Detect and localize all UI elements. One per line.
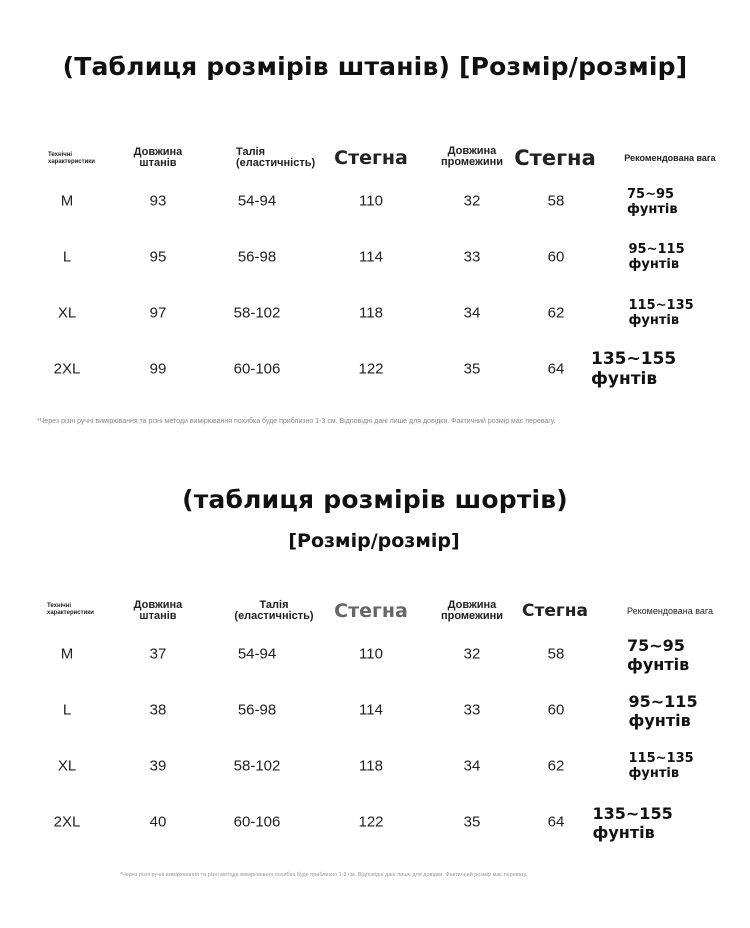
shorts-inseam-l: 33: [463, 701, 481, 719]
pants-hips-l: 114: [359, 248, 383, 266]
header-spec: Технічні характеристики: [47, 603, 94, 616]
shorts-hips-l: 114: [359, 701, 383, 719]
shorts-weight-2xl: 135~155 фунтів: [592, 804, 673, 842]
shorts-size-xl: XL: [57, 757, 77, 775]
shorts-weight-l: 95~115 фунтів: [628, 692, 698, 730]
header-waist: Талія (еластичність): [236, 146, 316, 169]
shorts-length-xl: 39: [149, 757, 167, 775]
pants-weight-m: 75~95 фунтів: [627, 187, 678, 217]
shorts-inseam-xl: 34: [463, 757, 481, 775]
pants-hips-2xl: 122: [358, 360, 384, 378]
pants-inseam-l: 33: [463, 248, 481, 266]
pants-waist-2xl: 60-106: [233, 360, 281, 378]
pants-inseam-2xl: 35: [463, 360, 481, 378]
header-spec: Технічні характеристики: [48, 152, 95, 165]
shorts-size-m: M: [60, 645, 74, 663]
header-weight: Рекомендована вага: [626, 606, 713, 616]
shorts-size-2xl: 2XL: [53, 813, 81, 831]
pants-hips-xl: 118: [359, 304, 383, 322]
shorts-thigh-xl: 62: [547, 757, 565, 775]
pants-weight-l: 95~115 фунтів: [628, 242, 685, 272]
header-inseam: Довжина промежини: [440, 599, 503, 622]
pants-weight-xl: 115~135 фунтів: [628, 298, 694, 328]
header-hips: Стегна: [334, 600, 408, 622]
header-weight: Рекомендована вага: [624, 153, 716, 163]
pants-length-2xl: 99: [149, 360, 167, 378]
pants-inseam-xl: 34: [463, 304, 481, 322]
pants-inseam-m: 32: [463, 192, 481, 210]
pants-thigh-2xl: 64: [547, 360, 565, 378]
shorts-length-l: 38: [149, 701, 167, 719]
shorts-hips-m: 110: [359, 645, 383, 663]
shorts-length-m: 37: [149, 645, 167, 663]
shorts-weight-xl: 115~135 фунтів: [628, 751, 694, 781]
pants-waist-m: 54-94: [237, 192, 277, 210]
header-thigh: Стегна: [522, 601, 588, 621]
shorts-waist-xl: 58-102: [233, 757, 281, 775]
pants-size-2xl: 2XL: [53, 360, 81, 378]
shorts-hips-xl: 118: [359, 757, 383, 775]
shorts-waist-2xl: 60-106: [233, 813, 281, 831]
shorts-note: *Через різні ручні вимірювання та різні методи вимірювання похибка буде приблизно 1-3 см. Відповідні дані лише для довідки. Фактичний розмір має перевагу.: [120, 872, 528, 878]
header-length: Довжина штанів: [133, 599, 183, 622]
pants-thigh-xl: 62: [547, 304, 565, 322]
header-waist: Талія (еластичність): [234, 599, 314, 622]
pants-length-l: 95: [149, 248, 167, 266]
header-inseam: Довжина промежини: [440, 145, 503, 168]
shorts-thigh-l: 60: [547, 701, 565, 719]
pants-size-xl: XL: [57, 304, 77, 322]
pants-thigh-l: 60: [547, 248, 565, 266]
shorts-waist-l: 56-98: [237, 701, 277, 719]
shorts-thigh-2xl: 64: [547, 813, 565, 831]
shorts-waist-m: 54-94: [237, 645, 277, 663]
pants-size-m: M: [60, 192, 74, 210]
shorts-hips-2xl: 122: [358, 813, 384, 831]
shorts-length-2xl: 40: [149, 813, 167, 831]
header-thigh: Стегна: [514, 146, 596, 170]
shorts-inseam-2xl: 35: [463, 813, 481, 831]
shorts-inseam-m: 32: [463, 645, 481, 663]
header-hips: Стегна: [334, 147, 408, 169]
pants-size-l: L: [62, 248, 72, 266]
pants-length-m: 93: [149, 192, 167, 210]
pants-waist-l: 56-98: [237, 248, 277, 266]
shorts-size-l: L: [62, 701, 72, 719]
shorts-subtitle: [Розмір/розмір]: [288, 530, 460, 552]
pants-waist-xl: 58-102: [233, 304, 281, 322]
pants-note: *Через різні ручні вимірювання та різні методи вимірювання похибка буде приблизно 1-3 см. Відповідні дані лише для довідки. Фактичний розмір має перевагу.: [37, 418, 556, 425]
pants-hips-m: 110: [359, 192, 383, 210]
pants-thigh-m: 58: [547, 192, 565, 210]
shorts-thigh-m: 58: [547, 645, 565, 663]
pants-length-xl: 97: [149, 304, 167, 322]
header-length: Довжина штанів: [133, 146, 183, 169]
pants-title: (Таблиця розмірів штанів) [Розмір/розмір]: [62, 52, 688, 81]
shorts-title: (таблиця розмірів шортів): [182, 485, 568, 514]
pants-weight-2xl: 135~155 фунтів: [591, 349, 677, 389]
shorts-weight-m: 75~95 фунтів: [627, 636, 690, 674]
